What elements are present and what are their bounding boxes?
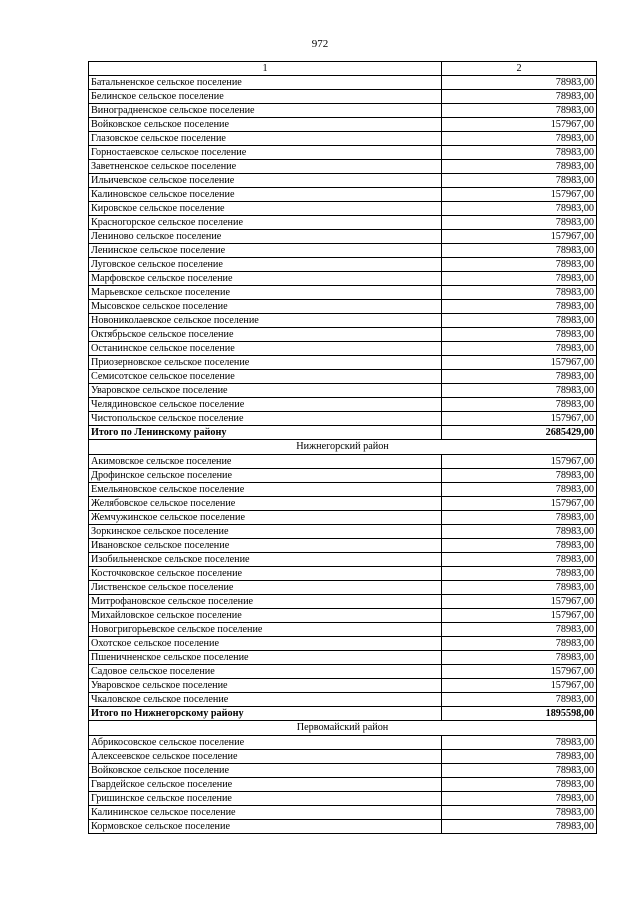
amount: 78983,00 xyxy=(442,342,597,356)
table-row xyxy=(89,216,597,230)
settlement-name: Заветненское сельское поселение xyxy=(89,160,442,174)
settlement-name: Челядиновское сельское поселение xyxy=(89,398,442,412)
table-row xyxy=(89,679,597,693)
district-name: Нижнегорский район xyxy=(89,440,597,455)
settlement-name: Ленинское сельское поселение xyxy=(89,244,442,258)
settlement-name: Жемчужинское сельское поселение xyxy=(89,511,442,525)
district-section-row xyxy=(89,721,597,736)
settlement-name: Новониколаевское сельское поселение xyxy=(89,314,442,328)
table-row xyxy=(89,146,597,160)
table-row xyxy=(89,581,597,595)
district-name: Первомайский район xyxy=(89,721,597,736)
table-row xyxy=(89,244,597,258)
settlement-name: Гвардейское сельское поселение xyxy=(89,778,442,792)
settlement-name: Мысовское сельское поселение xyxy=(89,300,442,314)
amount: 78983,00 xyxy=(442,174,597,188)
settlement-name: Акимовское сельское поселение xyxy=(89,455,442,469)
table-row xyxy=(89,90,597,104)
table-row xyxy=(89,202,597,216)
table-row xyxy=(89,132,597,146)
settlement-name: Садовое сельское поселение xyxy=(89,665,442,679)
amount: 157967,00 xyxy=(442,356,597,370)
table-row xyxy=(89,778,597,792)
district-section-row xyxy=(89,440,597,455)
settlement-name: Чистопольское сельское поселение xyxy=(89,412,442,426)
total-label: Итого по Нижнегорскому району xyxy=(89,707,442,721)
settlement-name: Чкаловское сельское поселение xyxy=(89,693,442,707)
amount: 78983,00 xyxy=(442,778,597,792)
settlement-name: Кировское сельское поселение xyxy=(89,202,442,216)
settlement-name: Лениново сельское поселение xyxy=(89,230,442,244)
settlement-name: Ивановское сельское поселение xyxy=(89,539,442,553)
table-row xyxy=(89,820,597,834)
amount: 78983,00 xyxy=(442,651,597,665)
amount: 78983,00 xyxy=(442,483,597,497)
table-body xyxy=(89,62,597,834)
settlement-name: Уваровское сельское поселение xyxy=(89,384,442,398)
amount: 78983,00 xyxy=(442,511,597,525)
table-row xyxy=(89,539,597,553)
amount: 78983,00 xyxy=(442,764,597,778)
amount: 78983,00 xyxy=(442,272,597,286)
settlement-name: Приозерновское сельское поселение xyxy=(89,356,442,370)
table-row xyxy=(89,398,597,412)
settlement-name: Желябовское сельское поселение xyxy=(89,497,442,511)
table-row xyxy=(89,76,597,90)
table-row xyxy=(89,272,597,286)
settlement-name: Калининское сельское поселение xyxy=(89,806,442,820)
table-row xyxy=(89,188,597,202)
settlement-name: Емельяновское сельское поселение xyxy=(89,483,442,497)
amount: 78983,00 xyxy=(442,820,597,834)
table-row xyxy=(89,792,597,806)
amount: 78983,00 xyxy=(442,300,597,314)
settlement-name: Уваровское сельское поселение xyxy=(89,679,442,693)
amount: 157967,00 xyxy=(442,609,597,623)
table-row xyxy=(89,806,597,820)
total-label: Итого по Ленинскому району xyxy=(89,426,442,440)
settlement-name: Пшеничненское сельское поселение xyxy=(89,651,442,665)
settlement-name: Останинское сельское поселение xyxy=(89,342,442,356)
amount: 157967,00 xyxy=(442,188,597,202)
amount: 78983,00 xyxy=(442,581,597,595)
settlement-name: Охотское сельское поселение xyxy=(89,637,442,651)
amount: 78983,00 xyxy=(442,623,597,637)
amount: 157967,00 xyxy=(442,595,597,609)
settlement-name: Абрикосовское сельское поселение xyxy=(89,736,442,750)
amount: 78983,00 xyxy=(442,244,597,258)
amount: 157967,00 xyxy=(442,230,597,244)
amount: 78983,00 xyxy=(442,567,597,581)
amount: 78983,00 xyxy=(442,384,597,398)
amount: 78983,00 xyxy=(442,90,597,104)
settlement-name: Кормовское сельское поселение xyxy=(89,820,442,834)
total-amount: 2685429,00 xyxy=(442,426,597,440)
column-header-1: 1 xyxy=(89,62,442,76)
table-row xyxy=(89,174,597,188)
table-row xyxy=(89,764,597,778)
table-row xyxy=(89,328,597,342)
amount: 78983,00 xyxy=(442,553,597,567)
district-total-row xyxy=(89,426,597,440)
settlement-name: Михайловское сельское поселение xyxy=(89,609,442,623)
amount: 78983,00 xyxy=(442,286,597,300)
settlement-name: Ильичевское сельское поселение xyxy=(89,174,442,188)
district-total-row xyxy=(89,707,597,721)
amount: 78983,00 xyxy=(442,76,597,90)
table-row xyxy=(89,623,597,637)
settlement-name: Войковское сельское поселение xyxy=(89,764,442,778)
amount: 78983,00 xyxy=(442,202,597,216)
table-row xyxy=(89,665,597,679)
amount: 157967,00 xyxy=(442,412,597,426)
table-row xyxy=(89,314,597,328)
table-row xyxy=(89,286,597,300)
table-row xyxy=(89,595,597,609)
amount: 78983,00 xyxy=(442,314,597,328)
settlement-name: Красногорское сельское поселение xyxy=(89,216,442,230)
table-header-row xyxy=(89,62,597,76)
table-row xyxy=(89,104,597,118)
settlement-name: Войковское сельское поселение xyxy=(89,118,442,132)
amount: 78983,00 xyxy=(442,792,597,806)
table-row xyxy=(89,511,597,525)
table-row xyxy=(89,750,597,764)
table-row xyxy=(89,370,597,384)
settlement-name: Зоркинское сельское поселение xyxy=(89,525,442,539)
table-row xyxy=(89,412,597,426)
amount: 157967,00 xyxy=(442,497,597,511)
settlement-name: Гришинское сельское поселение xyxy=(89,792,442,806)
settlement-name: Белинское сельское поселение xyxy=(89,90,442,104)
amount: 78983,00 xyxy=(442,328,597,342)
settlement-name: Алексеевское сельское поселение xyxy=(89,750,442,764)
amount: 78983,00 xyxy=(442,258,597,272)
amount: 78983,00 xyxy=(442,637,597,651)
settlement-name: Виноградненское сельское поселение xyxy=(89,104,442,118)
amount: 78983,00 xyxy=(442,132,597,146)
table-row xyxy=(89,567,597,581)
amount: 78983,00 xyxy=(442,736,597,750)
amount: 78983,00 xyxy=(442,806,597,820)
settlement-name: Изобильненское сельское поселение xyxy=(89,553,442,567)
amount: 78983,00 xyxy=(442,146,597,160)
settlement-name: Новогригорьевское сельское поселение xyxy=(89,623,442,637)
amount: 78983,00 xyxy=(442,469,597,483)
settlement-name: Калиновское сельское поселение xyxy=(89,188,442,202)
amount: 78983,00 xyxy=(442,539,597,553)
amount: 157967,00 xyxy=(442,679,597,693)
table-row xyxy=(89,356,597,370)
settlement-name: Семисотское сельское поселение xyxy=(89,370,442,384)
amount: 157967,00 xyxy=(442,455,597,469)
settlement-name: Марьевское сельское поселение xyxy=(89,286,442,300)
amount: 157967,00 xyxy=(442,118,597,132)
table-row xyxy=(89,469,597,483)
amount: 78983,00 xyxy=(442,525,597,539)
table-row xyxy=(89,300,597,314)
column-header-2: 2 xyxy=(442,62,597,76)
allocation-table xyxy=(88,61,597,834)
amount: 157967,00 xyxy=(442,665,597,679)
settlement-name: Дрофинское сельское поселение xyxy=(89,469,442,483)
total-amount: 1895598,00 xyxy=(442,707,597,721)
table-row xyxy=(89,384,597,398)
table-row xyxy=(89,483,597,497)
amount: 78983,00 xyxy=(442,216,597,230)
table-row xyxy=(89,455,597,469)
settlement-name: Глазовское сельское поселение xyxy=(89,132,442,146)
table-row xyxy=(89,553,597,567)
settlement-name: Луговское сельское поселение xyxy=(89,258,442,272)
settlement-name: Косточковское сельское поселение xyxy=(89,567,442,581)
amount: 78983,00 xyxy=(442,398,597,412)
table-row xyxy=(89,693,597,707)
amount: 78983,00 xyxy=(442,370,597,384)
settlement-name: Батальненское сельское поселение xyxy=(89,76,442,90)
table-row xyxy=(89,525,597,539)
table-row xyxy=(89,230,597,244)
amount: 78983,00 xyxy=(442,160,597,174)
table-row xyxy=(89,637,597,651)
table-row xyxy=(89,160,597,174)
settlement-name: Лиственское сельское поселение xyxy=(89,581,442,595)
settlement-name: Горностаевское сельское поселение xyxy=(89,146,442,160)
amount: 78983,00 xyxy=(442,104,597,118)
amount: 78983,00 xyxy=(442,693,597,707)
table-row xyxy=(89,651,597,665)
settlement-name: Марфовское сельское поселение xyxy=(89,272,442,286)
table-row xyxy=(89,736,597,750)
page-number: 972 xyxy=(311,38,329,50)
table-row xyxy=(89,118,597,132)
table-row xyxy=(89,609,597,623)
settlement-name: Октябрьское сельское поселение xyxy=(89,328,442,342)
settlement-name: Митрофановское сельское поселение xyxy=(89,595,442,609)
table-row xyxy=(89,258,597,272)
amount: 78983,00 xyxy=(442,750,597,764)
table-row xyxy=(89,342,597,356)
table-row xyxy=(89,497,597,511)
